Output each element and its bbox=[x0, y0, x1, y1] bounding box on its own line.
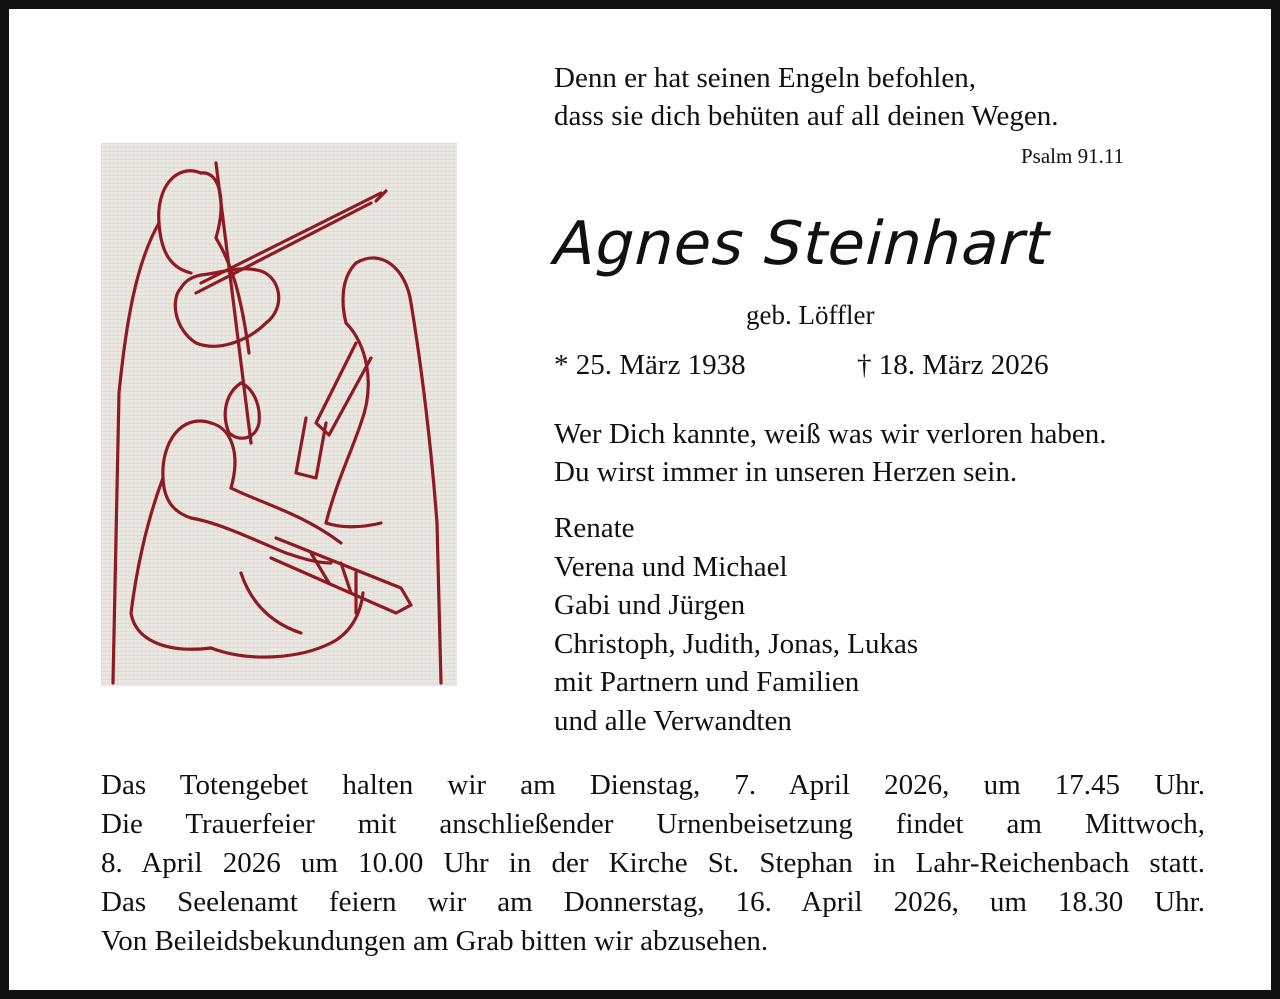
notice-line: Die Trauerfeier mit anschließender Urnenbeisetzung findet am Mittwoch, bbox=[101, 808, 1205, 840]
notice-line: 8. April 2026 um 10.00 Uhr in der Kirche St. Stephan in Lahr-Reichenbach statt. bbox=[101, 847, 1205, 879]
quote-line: Du wirst immer in unseren Herzen sein. bbox=[554, 456, 1018, 488]
verse-reference: Psalm 91.11 bbox=[1021, 144, 1125, 168]
mourner-entry: mit Partnern und Familien bbox=[554, 666, 860, 698]
maiden-name: geb. Löffler bbox=[746, 300, 875, 330]
verse-line: Denn er hat seinen Engeln befohlen, bbox=[554, 62, 976, 94]
embroidered-musicians-image bbox=[101, 143, 457, 686]
mourner-entry: Christoph, Judith, Jonas, Lukas bbox=[554, 627, 919, 660]
quote-line: Wer Dich kannte, weiß was wir verloren haben. bbox=[554, 418, 1107, 450]
notice-line: Das Seelenamt feiern wir am Donnerstag, 16. April 2026, um 18.30 Uhr. bbox=[101, 886, 1205, 918]
mourners-list bbox=[554, 509, 918, 740]
deceased-name: Agnes Steinhart bbox=[552, 209, 1052, 279]
memorial-quote bbox=[554, 415, 1107, 491]
notice-line: Das Totengebet halten wir am Dienstag, 7. April 2026, um 17.45 Uhr. bbox=[101, 769, 1205, 801]
service-notice bbox=[101, 766, 1205, 961]
mourner-entry: Verena und Michael bbox=[554, 550, 788, 583]
verse-line: dass sie dich behüten auf all deinen Wegen. bbox=[554, 100, 1059, 132]
death-date: † 18. März 2026 bbox=[857, 349, 1049, 381]
bible-verse bbox=[554, 59, 1058, 135]
mourner-entry: Renate bbox=[554, 512, 635, 544]
birth-date: * 25. März 1938 bbox=[554, 349, 746, 381]
mourner-entry: Gabi und Jürgen bbox=[554, 589, 746, 621]
notice-line: Von Beileidsbekundungen am Grab bitten wir abzusehen. bbox=[101, 925, 769, 957]
mourner-entry: und alle Verwandten bbox=[554, 704, 792, 737]
